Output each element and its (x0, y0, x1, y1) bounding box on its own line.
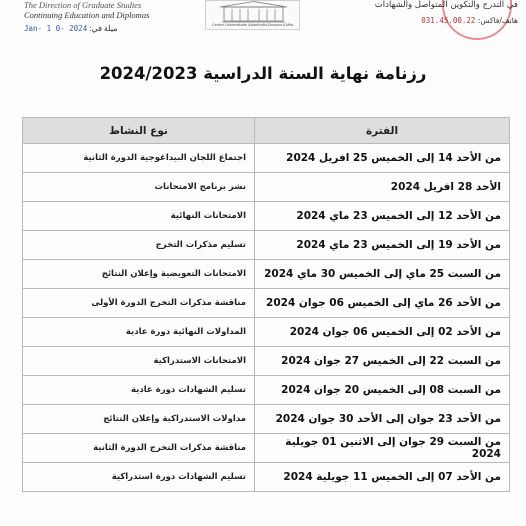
table-row (23, 289, 510, 318)
row-period: من السبت 29 جوان إلى الاثنين 01 جويلية 2024 (255, 434, 510, 463)
table-row (23, 202, 510, 231)
row-period: من السبت 22 إلى الخميس 27 جوان 2024 (255, 347, 510, 376)
phone-label: هاتف/فاكس: (477, 16, 518, 25)
table-row (23, 144, 510, 173)
table-row (23, 260, 510, 289)
row-period: من السبت 08 إلى الخميس 20 جوان 2024 (255, 376, 510, 405)
row-period: من الأحد 07 إلى الخميس 11 جويلية 2024 (255, 463, 510, 492)
university-logo (205, 0, 300, 30)
table-row (23, 173, 510, 202)
schedule-table (22, 117, 510, 492)
row-activity: الامتحانات الاستدراكية (23, 347, 255, 376)
row-activity: مناقشة مذكرات التخرج الدورة الثانية (23, 434, 255, 463)
row-activity: المداولات النهائية دورة عادية (23, 318, 255, 347)
header-period: الفترة (255, 118, 510, 144)
row-activity: الامتحانات التعويضية وإعلان النتائج (23, 260, 255, 289)
row-period: من الأحد 19 إلى الخميس 23 ماي 2024 (255, 231, 510, 260)
letterhead-right (368, 0, 518, 36)
phone-value: 031.45.00.22 (421, 16, 476, 25)
table-row (23, 231, 510, 260)
row-period: من الأحد 12 إلى الخميس 23 ماي 2024 (255, 202, 510, 231)
row-activity: مداولات الاستدراكية وإعلان النتائج (23, 405, 255, 434)
table-row (23, 434, 510, 463)
letterhead-direction: The Direction of Graduate Studies (24, 0, 142, 10)
row-activity: تسليم الشهادات دورة استدراكية (23, 463, 255, 492)
table-row (23, 463, 510, 492)
letterhead-left (24, 0, 184, 34)
row-period: من الأحد 14 إلى الخميس 25 افريل 2024 (255, 144, 510, 173)
table-row (23, 318, 510, 347)
document-title: رزنامة نهاية السنة الدراسية 2024/2023 (99, 64, 427, 83)
row-period: من الأحد 02 إلى الخميس 06 جوان 2024 (255, 318, 510, 347)
letterhead-phone (368, 15, 518, 26)
row-activity: تسليم الشهادات دورة عادية (23, 376, 255, 405)
letterhead-date (24, 24, 184, 34)
date-stamp: 2024 -Jan- 1 0 (24, 24, 88, 33)
row-period: من الأحد 26 ماي إلى الخميس 06 جوان 2024 (255, 289, 510, 318)
table-row (23, 347, 510, 376)
date-label: ميلة في: (89, 24, 118, 33)
row-period: من السبت 25 ماي إلى الخميس 30 ماي 2024 (255, 260, 510, 289)
row-period: من الأحد 23 جوان إلى الأحد 30 جوان 2024 (255, 405, 510, 434)
row-activity: الامتحانات النهائية (23, 202, 255, 231)
table-row (23, 376, 510, 405)
logo-caption: Centre Universitaire Abdelhafid Boussouf Mila (211, 22, 294, 27)
row-activity: تسليم مذكرات التخرج (23, 231, 255, 260)
row-activity: مناقشة مذكرات التخرج الدورة الأولى (23, 289, 255, 318)
letterhead-service: في التدرج والتكوين المتواصل والشهادات (374, 0, 518, 10)
table-row (23, 405, 510, 434)
letterhead-department: Continuing Education and Diplomas (24, 10, 150, 20)
letterhead (0, 0, 526, 44)
row-activity: اجتماع اللجان البيداغوجية الدورة الثانية (23, 144, 255, 173)
table-header-row (23, 118, 510, 144)
header-activity: نوع النشاط (23, 118, 255, 144)
row-period: الأحد 28 افريل 2024 (255, 173, 510, 202)
row-activity: نشر برنامج الامتحانات (23, 173, 255, 202)
